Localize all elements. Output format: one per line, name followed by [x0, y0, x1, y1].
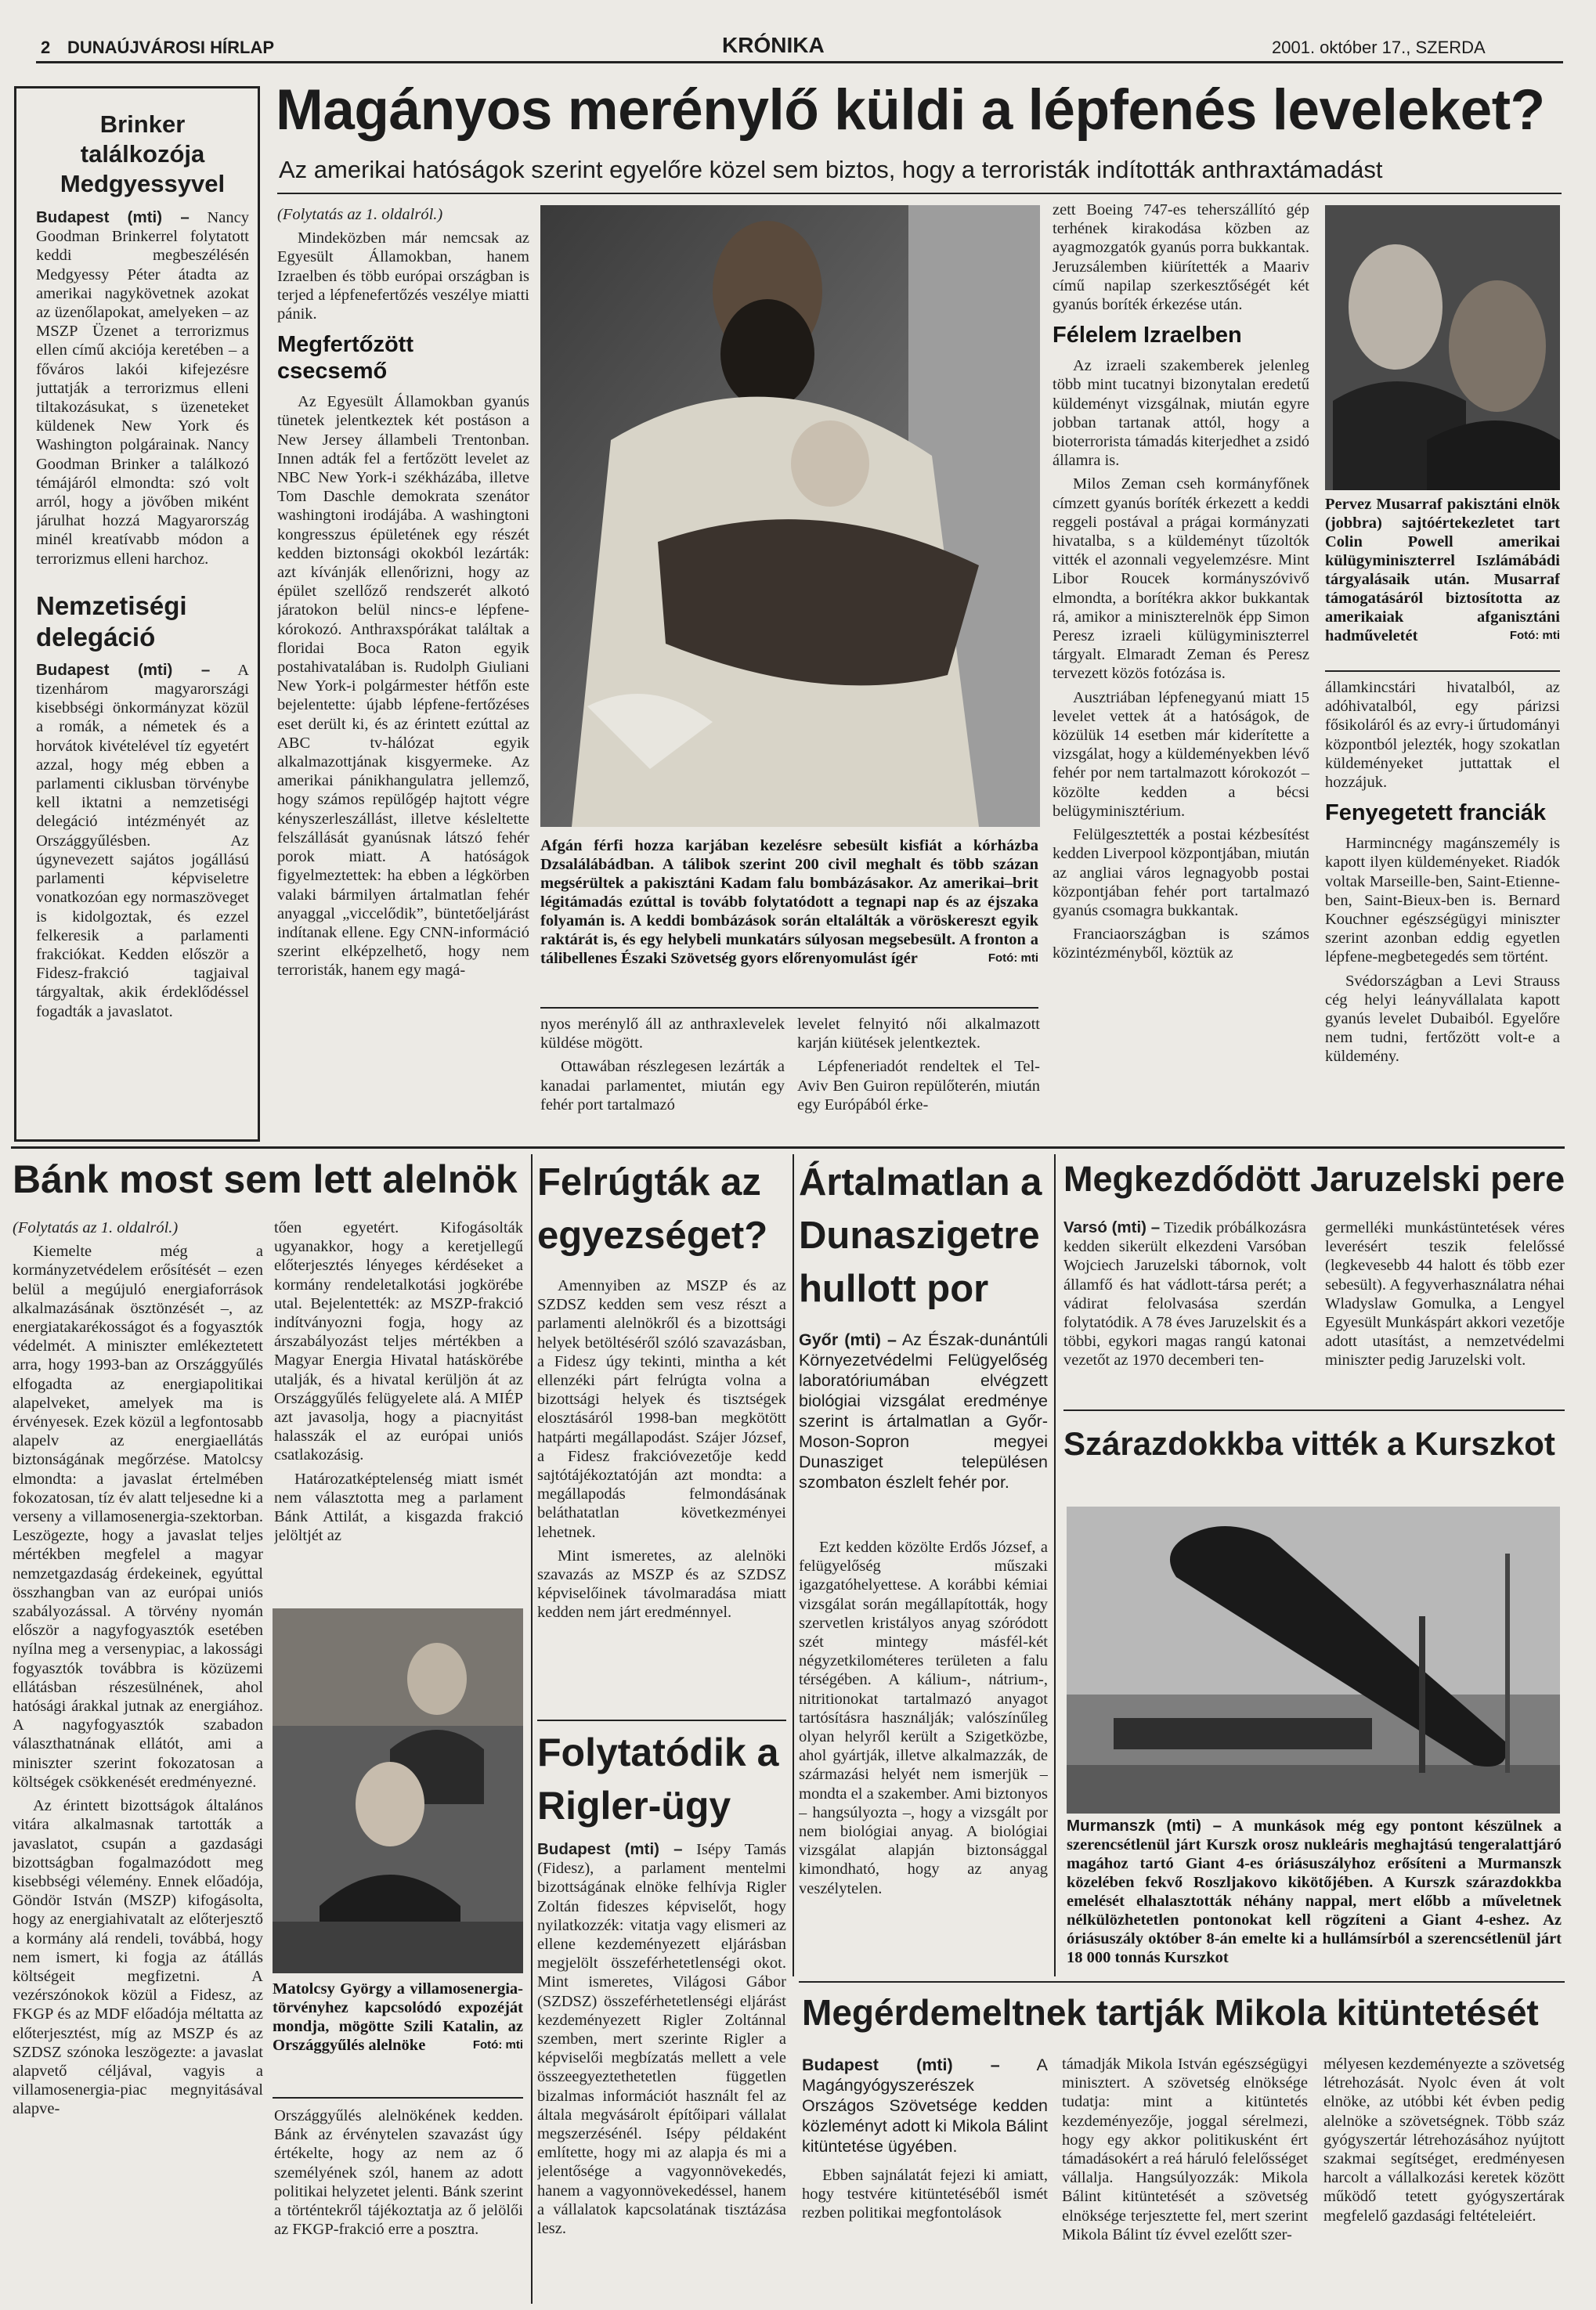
jaruzelski-col2-text: germelléki munkástüntetések véres leverésért teszik felelőssé (legkevesebb 44 halott és több ezer sebesült). A fegyverhasználatra néhai Wladyslaw Gomulka, a Lengyel Egyesült Munkáspárt akkori vezetője adott utasítást, a nemzetvédelmi miniszter pedig Jaruzelski volt. [1325, 1219, 1565, 1370]
mikola-lead-text: A Magángyógyszerészek Országos Szövetsége kedden közleményt adott ki Mikola Bálint kitüntetése ügyében. [802, 2056, 1048, 2155]
kurszk-dateline: Murmanszk (mti) – [1067, 1817, 1222, 1835]
bank-headline: Bánk most sem lett alelnök [13, 1157, 518, 1201]
left-column [36, 110, 249, 1128]
bank-col2b-p1: Országgyűlés alelnökének kedden. Bánk az érvénytelen szavazást úgy értékelte, hogy az nem az ő személyének szól, hanem az adott politikai helyzetet jelenti. Bánk szerint a történtekről tájékoztatja az ő jelölői az FKGP-frakció erre a posztra. [274, 2107, 523, 2239]
felrugtak-p2: Mint ismeretes, az alelnöki szavazás az MSZP és az SZDSZ képviselőinek távolmaradása miatt kedden nem járt eredménnyel. [537, 1547, 786, 1622]
side-caption-rule [1325, 670, 1560, 672]
rigler-headline: Folytatódik a Rigler-ügy [537, 1731, 779, 1828]
bank-col2b [274, 2106, 523, 2304]
nemzetisegi-headline: Nemzetiségi delegáció [36, 590, 187, 651]
vrule-3 [1054, 1154, 1056, 1976]
main-col1c-p1: nyos merénylő áll az anthraxlevelek küldése mögött. [540, 1016, 785, 1052]
afgan-caption-text: Afgán férfi hozza karjában kezelésre sebesült kisfiát a kórházba Dzsalálábádban. A tálibok szerint 200 civil meghalt és több százan megsérültek a pakisztáni Kadam falu bombázásakor. Az amerikai–brit légitámadás ezúttal is tovább folytatódott a tegnapi nap és az éjszaka folyamán is. A keddi bombázások során eltalálták a vöröskereszt egyik raktárát is, és egy helybeli munkatárs súlyosan megsebesült. A fronton a tálibellenes Északi Szövetség gyors előrenyomulást ígér [540, 837, 1038, 967]
main-col1c-p2: Ottawában részlegesen lezárták a kanadai parlamentet, miután egy fehér port tartalmazó [540, 1058, 785, 1113]
matolcsy-caption-rule [273, 2097, 523, 2099]
bank-col2 [274, 1218, 523, 1597]
kurszk-caption [1067, 1817, 1562, 1970]
main-col3 [1053, 200, 1309, 1115]
page-header [36, 34, 1563, 60]
nemzetisegi-body: A tizenhárom magyarországi kisebbségi önkormányzat közül a romák, a németek és a horvátok kivételével tíz egyetért azzal, hogy még ebben a parlamenti ciklusban törvénybe kell iktatni a nemzetiségi delegáció intézményét az Országgyűlésben. Az úgynevezett sajátos jogállású parlamenti képviseletre vonatkozóan egy normaszöveget is kidolgoztak, és ezzel felkeresik a parlamenti frakciókat. Kedden először a Fidesz-frakció tagjaival tárgyaltak, akik érdeklődéssel fogadták a javaslatot. [36, 661, 249, 1020]
vrule-1 [531, 1154, 533, 2304]
jaruzelski-col1 [1063, 1218, 1306, 1403]
main-col2c-p1: levelet felnyitó női alkalmazott karján kiütések jelentkeztek. [797, 1016, 1040, 1052]
main-col3-p2: Az izraeli szakemberek jelenleg több mint tucatnyi bizonytalan eredetű küldeményt vizsgálnak, miután egyre jobban tartanak attól, hogy a bioterrorista támadás kiterjedhet a zsidó államra is. [1053, 357, 1309, 470]
page-number: 2 [41, 38, 51, 57]
bank-col2-p1: tően egyetért. Kifogásolták ugyanakkor, hogy a keretjellegű előterjesztés lényeges kérdéseket a kormány rendeletalkotási jogkörébe utal. Bejelentették: az MSZP-frakció indítványozni fogja, hogy az árszabályozást teljes mértékben a Magyar Energia Hivatal hatáskörébe utalják, és a hivatal kerüljön át az Országgyűlés felügyelete alá. A MIÉP azt javasolja, hogy a piacnyitást halasszák el az európai uniós csatlakozásig. [274, 1219, 523, 1464]
brinker-text [36, 208, 249, 573]
main-headline: Magányos merénylő küldi a lépfenés leveleket? [276, 78, 1545, 142]
musarraf-photo-credit: Fotó: mti [1509, 629, 1560, 642]
brinker-headline: Brinker találkozója Medgyessyvel [60, 110, 226, 197]
matolcsy-photo-image [273, 1608, 523, 1973]
brinker-dateline: Budapest (mti) – [36, 208, 190, 226]
jaruzelski-bottom-rule [1063, 1409, 1565, 1411]
paper-name: DUNAÚJVÁROSI HÍRLAP [67, 38, 275, 57]
felrugtak-bottom-rule [537, 1720, 786, 1721]
rigler-body: Isépy Tamás (Fidesz), a parlament mentelmi bizottságának elnöke felhívja Rigler Zoltán fideszes képviselőt, hogy nyilatkozzék: vitatja vagy elismeri az ellene kezdeményezett eljárásban megjelölt összeférhetetlenségi okot. Mint ismeretes, Világosi Gábor (SZDSZ) összeférhetetlenségi eljárást kezdeményezett Rigler Zoltánnal szemben, mert szerinte Rigler a képviselői megbízatás mellett a vele összeegyeztethetetlen független bizalmas információt használt fel az általa megvásárolt építőipari vállalat megszerzésénél. Isépy példaként említette, hogy mi az alapja és mi a jelentősége a vagyonnövekedés, hanem a vagyonnövekedéssel, hanem a vállalatok kapcsolatának tisztázása lesz. [537, 1841, 786, 2238]
afgan-photo-caption [540, 836, 1038, 1013]
main-col3-p5: Felülgesztették a postai kézbesítést kedden Liverpool központjában, miután az angliai város legnagyobb postai központjában fehér port tartalmazó gyanús csomagra bukkantak. [1053, 826, 1309, 919]
artalmatlan-p1: Ezt kedden közölte Erdős József, a felügyelőség műszaki igazgatóhelyettese. A korábbi kémiai vizsgálat során megállapították, hogy szervetlen kristályos anyag szóródott szét mintegy másfél-két négyzetkilométeres területen a falu térségében. A kálium-, nátrium-, nitritionokat tartalmazó anyagot tartósításra használják; valószínűleg olyan helyről került a Szigetközbe, ahol gyártják, illetve alkalmazzák, de származási helyét nem ismerjük – mondta el a szakember. Ami biztonyos – hangsúlyozta –, hogy a vizsgált por nem biológiai anyag. A biológiai vizsgálat alapján biztonsággal kimondható, hogy az anyag veszélytelen. [799, 1539, 1048, 1897]
kurszk-photo-image [1067, 1507, 1560, 1814]
mikola-col3 [1323, 2055, 1565, 2304]
subhead-fenyegetett: Fenyegetett franciák [1325, 800, 1547, 826]
matolcsy-caption-text: Matolcsy György a villamosenergia-törvényhez kapcsolódó expozéját mondja, mögötte Szili Katalin, az Országgyűlés alelnöke [273, 1980, 523, 2054]
matolcsy-photo [273, 1608, 523, 1973]
jaruzelski-headline: Megkezdődött Jaruzelski pere [1063, 1159, 1565, 1199]
matolcsy-caption [273, 1980, 523, 2089]
bank-col2-p2: Határozatképtelenség miatt ismét nem választotta meg a parlament Bánk Attilát, a kisgazda frakció jelöltjét az [274, 1470, 523, 1545]
main-col3-p3: Milos Zeman cseh kormányfőnek címzett gyanús boríték érkezett a keddi reggeli postával a prágai kormányzati hivatalba, s a küldeményt tűzoltók vitték el azonnali vegyelemzésre. Mint Libor Roucek kormányszóvivő elmondta, a borítékra akkor bukkantak rá, amikor a miniszterelnök épp Simon Peresz izraeli külügyminiszterrel tárgyalt. Elmaradt Zeman és Peresz tervezett közös fotózása is. [1053, 475, 1309, 683]
main-col4-p1: államkincstári hivatalból, az adóhivatalból, egy párizsi fősikoláról és az evry-i űrtudományi központból jelezték, hogy szokatlan küldeményeket juttattak el hozzájuk. [1325, 679, 1560, 792]
mikola-lead [802, 2055, 1048, 2155]
artalmatlan-lead [799, 1330, 1048, 1533]
main-col2c-p2: Lépfeneriadót rendeltek el Tel-Aviv Ben Guiron repülőterén, miután egy Európából érke- [797, 1058, 1040, 1113]
jaruzelski-col1-text: Tizedik próbálkozásra kedden sikerült elkezdeni Varsóban Wojciech Jaruzelski tábornok, volt államfő és hat vádlott-társa perét; a vádirat felolvasása szerdán folytatódik. A 78 éves Jaruzelskit és a többi, egykori magas rangú katonai vezetőt az 1970 decemberi ten- [1063, 1219, 1306, 1370]
kurszk-headline: Szárazdokkba vitték a Kurszkot [1063, 1425, 1555, 1462]
mikola-col1b-text: Ebben sajnálatát fejezi ki amiatt, hogy testvére kitüntetéséből ismét rezben politikai megfontolások [802, 2167, 1048, 2222]
brinker-body: Nancy Goodman Brinkerrel folytatott keddi megbeszélésén Medgyessy Péter átadta az amerikai nagykövetnek azokat az üzenőlapokat, amelyeken – az MSZP Üzenet a terrorizmus ellen című akciója keretében – a főváros lakói kifejezésre juttatják a terrorizmus elleni tiltakozásukat, s üzeneteket küldenek New York és Washington polgárainak. Nancy Goodman Brinker a találkozó témájáról elmondta: szó volt arról, hogy a jövőben miként járulhat hozzá Magyarország minél kreatívabb módon a terrorizmus elleni harchoz. [36, 209, 249, 568]
subhead-felelem: Félelem Izraelben [1053, 323, 1242, 348]
felrugtak-text [537, 1276, 786, 1715]
main-col3-p4: Ausztriában lépfenegyanú miatt 15 levelet vettek át a hatóságok, de közülük 14 esetben már kiderítette a vizsgálat, hogy a küldeményekben lévő fehér por nem tartalmazott kórokozót – közölte kedden a bécsi belügyminisztérium. [1053, 688, 1309, 820]
mikola-col2 [1062, 2055, 1308, 2304]
issue-date: 2001. október 17., SZERDA [1272, 38, 1486, 57]
mikola-col1b [802, 2166, 1048, 2304]
bank-col1-p2: Az érintett bizottságok általános vitára alkalmasnak tartották a javaslatot, csupán a gazdasági bizottságban fogalmazódott meg kisebbségi vélemény. Ennek előadója, Göndör István (MSZP) kifogásolta, hogy az energiahivatalt az előterjesztő a kormány alá rendeli, továbbá, hogy nem ismert, ki fogja az átállás költségeit megfizetni. A vezérszónokok közül a Fidesz, az FKGP és az MDF előadója méltatta az előterjesztést, míg az MSZP és az SZDSZ szónoka leszögezte: a javaslat alapvető céljával, vagyis a villamosenergia-piac megnyitásával alapve- [13, 1797, 263, 2118]
afgan-photo-credit: Fotó: mti [988, 951, 1038, 965]
main-subheadline: Az amerikai hatóságok szerint egyelőre közel sem biztos, hogy a terroristák indították anthraxtámadást [279, 156, 1383, 183]
nemzetisegi-text [36, 661, 249, 1026]
artalmatlan-text [799, 1538, 1048, 1961]
main-col4-p3: Svédországban a Levi Strauss cég helyi leányvállalata kapott gyanús levelet Dubaiból. Egyelőre nem tudni, fertőzött volt-e a küldemény. [1325, 972, 1560, 1066]
mikola-dateline: Budapest (mti) – [802, 2056, 1000, 2074]
main-col1-p1: Mindeközben már nemcsak az Egyesült Államokban, hanem Izraelben és több európai országban is terjed a lépfenefertőzés veszélye miatti pánik. [277, 229, 529, 323]
felrugtak-p1: Amennyiben az MSZP és az SZDSZ kedden sem vesz részt a parlamenti alelnökről és a bizottsági helyek betöltéséről szóló szavazásban, a Fidesz úgy tekinti, mintha a két ellenzéki párt felrúgta volna a bizottsági helyek és tisztségek elosztásáról 1998-ban megkötött hatpárti megállapodást. Szájer József, a Fidesz frakcióvezetője kedd sajtótájékoztatóján azt mondta: a megállapodás felmondásának beláthatatlan következményei lehetnek. [537, 1277, 786, 1541]
musarraf-photo [1325, 205, 1560, 490]
bank-col1 [13, 1218, 263, 2304]
header-rule [36, 61, 1563, 63]
mikola-col3-text: mélyesen kezdeményezte a szövetség létrehozását. Nyolc éven át volt elnöke, az utóbbi két évben pedig alelnöke a szövetségnek. Több száz gyógyszertár létrehozásához nyújtott szakmai segítséget, eredményesen harcolt a vállalkozási keretek között működő tetett gyógyszertárak megfelelő gazdasági feltételeiért. [1323, 2056, 1565, 2225]
bank-col1-p1: Kiemelte még a kormányzetvédelem erősítését – ezen belül a megújuló energiaforrások alkalmazásának ösztönzését –, az energiatakarékosságot és a fogyasztók védelmét. A miniszter emlékeztetett arra, hogy 1993-ban az Országgyűlés elfogadta az energiapolitikai alapelveket, amelyek ma is érvényesek. Ezek közül a legfontosabb alapelv az energiaellátás biztonságának megőrzése. Matolcsy elmondta: a javaslat értelmében fokozatosan, tíz év alatt teljesedne ki a verseny a villamosenergia-szektorban. Leszögezte, hogy a javaslat teljes mértékben megfelel a magyar nemzetgazdaság érdekeinek, egyúttal összhangban van az európai uniós szabályozással. A törvény nyomán először a nagyfogyasztók esetében nyílna meg a versenypiac, a lakossági fogyasztók továbbra is közüzemi ellátásban részesülnének, ahol hatósági árakkal jutnak az energiához. A nagyfogyasztók szabadon választhatnának ellátót, ami a miniszter szerint fokozatosan a költségek csökkenését eredményezné. [13, 1243, 263, 1791]
main-col3-p6: Franciaországban is számos közintézményből, köztük az [1053, 926, 1309, 962]
kurszk-photo [1067, 1507, 1560, 1814]
caption-rule [540, 1007, 1038, 1009]
vrule-2 [793, 1154, 794, 1976]
subheadline-rule [277, 193, 1562, 194]
jaruzelski-dateline: Varsó (mti) – [1063, 1218, 1161, 1236]
mikola-top-rule [799, 1981, 1565, 1983]
rigler-text [537, 1840, 786, 2304]
mikola-col2-text: támadják Mikola István egészségügyi minisztert. A szövetség elnöksége tudatja: mint a kitüntetés kezdeményezője, joggal sérelmezi, hogy egy akkor politikusként ért támadásokért a reá háruló felelősséget vállalja. Hangsúlyozzák: Mikola Bálint kitüntetését a szövetség elnöksége terjesztette fel, mert szerint Mikola Bálint tíz évvel ezelőtt szer- [1062, 2056, 1308, 2243]
main-col1 [277, 205, 529, 1113]
main-col1c [540, 1015, 785, 1115]
section-name: KRÓNIKA [722, 33, 825, 57]
matolcsy-photo-credit: Fotó: mti [472, 2038, 523, 2052]
main-col3-p1: zett Boeing 747-es teherszállító gép terhének kirakodása közben az ayagmozgatók gyanús porra bukkantak. Jeruzsálemben kiürítették a Maariv című napilap szerkesztőségét két gyanús boríték érkezése után. [1053, 201, 1309, 314]
main-bottom-rule [11, 1146, 1565, 1149]
musarraf-caption-text: Pervez Musarraf pakisztáni elnök (jobbra) sajtóértekezletet tart Colin Powell amerikai külügyminiszterrel Iszlámábádi tárgyalásaik után. Musarraf támogatásáról biztosította az amerikaiak afganisztáni hadműveletét [1325, 496, 1560, 644]
artalmatlan-dateline: Győr (mti) – [799, 1330, 897, 1349]
mikola-headline: Megérdemeltnek tartják Mikola kitüntetését [802, 1992, 1539, 2033]
rigler-dateline: Budapest (mti) – [537, 1840, 683, 1858]
musarraf-photo-image [1325, 205, 1560, 490]
nemzetisegi-dateline: Budapest (mti) – [36, 660, 211, 679]
bank-col1-continued: (Folytatás az 1. oldalról.) [13, 1219, 179, 1236]
subhead-megfertozott: Megfertőzött csecsemő [277, 332, 413, 384]
afgan-photo [540, 205, 1040, 827]
artalmatlan-lead-text: Az Észak-dunántúli Környezetvédelmi Felügyelőség laboratóriumában elvégzett biológiai vizsgálat eredménye szerint is ártalmatlan a Győr-Moson-Sopron megyei Dunasziget településen szombaton észlelt fehér por. [799, 1330, 1048, 1492]
main-col4 [1325, 678, 1560, 1117]
main-col2c [797, 1015, 1040, 1115]
main-col1-continued: (Folytatás az 1. oldalról.) [277, 206, 443, 223]
main-col4-p2: Harmincnégy magánszemély is kapott ilyen küldeményeket. Riadók voltak Marseille-ben, Saint-Etienne-ben, Saint-Bieux-ben is. Bernard Kouchner egészségügyi miniszter szerint azonban eddig egyetlen lépfene-megbetegedés sem történt. [1325, 835, 1560, 966]
afgan-photo-image [540, 205, 1040, 827]
jaruzelski-col2 [1325, 1218, 1565, 1403]
musarraf-caption [1325, 495, 1560, 669]
artalmatlan-headline: Ártalmatlan a Dunaszigetre hullott por [799, 1161, 1042, 1310]
kurszk-caption-text: A munkások még egy pontont készülnek a szerencsétlenül járt Kurszk orosz nukleáris meghajtású tengeralattjáró magához tartó Giant 4-es óriásuszályhoz erősíteni a Murmanszk közelében fekvő Roszljakovo kikötőjében. A Kurszk szárazdokkba emelését elhalasztották néhány nappal, mert előbb a műveletnek nélkülözhetetlen pontonokat kell rögzíteni a Giant 4-eshez. Az óriásuszály október 8-án emelte ki a hullámsírból a szerencsétlenül járt 18 000 tonnás Kurszkot [1067, 1817, 1562, 1966]
main-col1-p2: Az Egyesült Államokban gyanús tünetek jelentkeztek két postáson a New Jersey állambeli Trentonban. Innen adták fel a fertőzött levelet az NBC New York-i székházába, illetve Tom Daschle demokrata szenátor washingtoni irodájába. A washingtoni kongresszus épületének egy részét kedden biztonsági okokból lezárták: azt kívánják ellenőrizni, hogy az épület szellőző rendszerét alkotó járatokon belül nincs-e lépfene-kórokozó. Anthraxspórákat találtak a floridai Boca Raton egyik postahivatalában is. Rudolph Giuliani New York-i polgármester hétfőn este bejelentette: újabb lépfene-fertőzéses eset derült ki, és az érintett ezúttal az ABC tv-hálózat egyik alkalmazottjának kisgyermeke. Az amerikai pánikhangulatra jellemző, hogy számos repülőgép hajtott végre kényszerleszállást, illetve késleltette felszállását gyanúsnak látszó fehér porok miatt. A hatóságok figyelmeztettek: ha ebben a légkörben valaki bármilyen ártalmatlan fehér anyaggal „viccelődik”, büntetőeljárást indítanak ellene. Egy CNN-információ szerint elképzelhető, hogy nem terroristák, hanem egy magá- [277, 393, 529, 980]
felrugtak-headline: Felrúgták az egyezséget? [537, 1161, 768, 1257]
